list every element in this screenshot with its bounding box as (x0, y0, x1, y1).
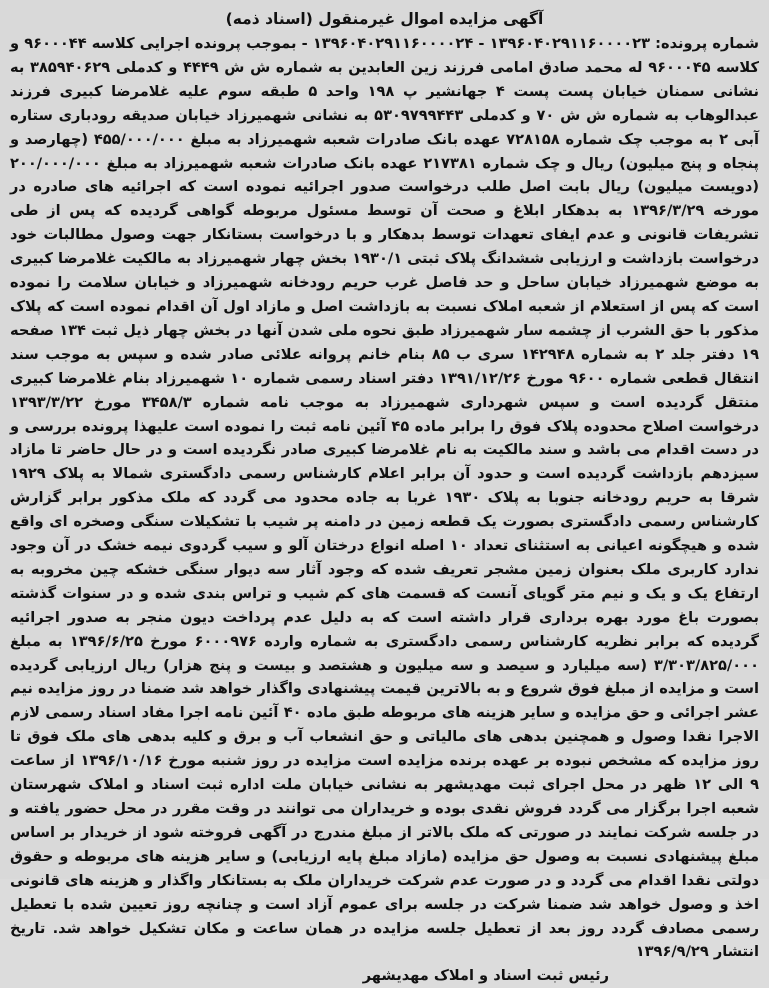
notice-title: آگهی مزایده اموال غیرمنقول (اسناد ذمه) (225, 10, 544, 28)
notice-signature: رئیس ثبت اسناد و املاک مهدیشهر (362, 967, 609, 985)
notice-body: شماره پرونده: ۱۳۹۶۰۴۰۲۹۱۱۶۰۰۰۰۲۳ - ۱۳۹۶۰۴۰۲۹۱۱۶۰۰۰۰۲۴ - بموجب پرونده اجرایی کلاسه ۹۶۰۰۰۴۴ و کلاسه ۹۶۰۰۰۴۵ له محمد صادق امامی فرزند زین العابدین به شماره ش ش ۴۴۴۹ و کدملی ۳۸۵۹۴۰۶۲۹ به نشانی سمنان خیابان پست پست ۴ جهانشیر پ ۱۹۸ واحد ۵ طبقه سوم علیه غلامرضا کبیری فرزند عبدالوهاب به شماره ش ش ۷۰ و کدملی ۵۳۰۹۷۹۹۴۴۳ به نشانی شهمیرزاد خیابان صدیقه رودباری ستاره آبی ۲ به موجب چک شماره ۷۲۸۱۵۸ عهده بانک صادرات شعبه شهمیرزاد به مبلغ ۴۵۵/۰۰۰/۰۰۰ (چهارصد و پنجاه و پنج میلیون) ریال و چک شماره ۲۱۷۳۸۱ عهده بانک صادرات شعبه شهمیرزاد به مبلغ ۲۰۰/۰۰۰/۰۰۰ (دویست میلیون) ریال بابت اصل طلب درخواست صدور اجرائیه نموده است که اجرائیه های صادره در مورخه ۱۳۹۶/۳/۲۹ به بدهکار ابلاغ و صحت آن توسط مسئول مربوطه گواهی گردیده که پس از طی تشریفات قانونی و عدم ایفای تعهدات توسط بدهکار و با درخواست بستانکار جهت وصول مطالبات خود درخواست بازداشت و ارزیابی ششدانگ پلاک ثبتی ۱۹۳۰/۱ بخش چهار شهمیرزاد به مالکیت غلامرضا کبیری به موضع شهمیرزاد خیابان ساحل و حد فاصل غرب حریم رودخانه شهمیرزاد و خیابان سلامت را نموده است که پس از استعلام از شعبه املاک نسبت به بازداشت اصل و مازاد اول آن اقدام نموده است که پلاک مذکور با حق الشرب از چشمه سار شهمیرزاد طبق نحوه ملی شدن آنها در بخش چهار ذیل ثبت ۱۳۴ صفحه ۱۹ دفتر جلد ۲ به شماره ۱۴۲۹۴۸ سری ب ۸۵ بنام خانم پروانه علائی صادر شده و سپس به موجب سند انتقال قطعی شماره ۹۶۰۰ مورخ ۱۳۹۱/۱۲/۲۶ دفتر اسناد رسمی شماره ۱۰ شهمیرزاد بنام غلامرضا کبیری منتقل گردیده است و سپس شهرداری شهمیرزاد به موجب نامه شماره ۳۴۵۸/۳ مورخ ۱۳۹۳/۳/۲۲ درخواست اصلاح محدوده پلاک فوق را برابر ماده ۴۵ آئین نامه ثبت را نموده است علیهذا پرونده بررسی و در دست اقدام می باشد و سند مالکیت به نام غلامرضا کبیری صادر نگردیده است و در حال حاضر تا مازاد سیزدهم بازداشت گردیده است و حدود آن برابر اعلام کارشناس رسمی دادگستری شمالا به پلاک ۱۹۲۹ شرقا به حریم رودخانه جنوبا به پلاک ۱۹۳۰ غربا به جاده محدود می گردد که ملک مذکور برابر گزارش کارشناس رسمی دادگستری بصورت یک قطعه زمین در دامنه پر شیب با تشکیلات سنگی وصخره ای واقع شده و هیچگونه اعیانی به استثنای تعداد ۱۰ اصله انواع درختان آلو و سیب گردوی نیمه خشک در آن وجود ندارد کاربری ملک بعنوان زمین مشجر تعریف شده که وجود آثار سه دیوار سنگی خشکه چین مخروبه به ارتفاع یک و یک و نیم متر گویای آنست که قسمت های کم شیب و تراس بندی شده و در سنوات گذشته بصورت باغ مورد بهره برداری قرار داشته است که به دلیل عدم پرداخت دیون منجر به صدور اجرائیه گردیده که برابر نظریه کارشناس رسمی دادگستری به شماره وارده ۶۰۰۰۹۷۶ مورخ ۱۳۹۶/۶/۲۵ به مبلغ ۳/۳۰۳/۸۲۵/۰۰۰ (سه میلیارد و سیصد و سه میلیون و هشتصد و بیست و پنج هزار) ریال ارزیابی گردیده است و مزایده از مبلغ فوق شروع و به بالاترین قیمت پیشنهادی واگذار خواهد شد ضمنا در روز مزایده نیم عشر اجرائی و حق مزایده و سایر هزینه های مربوطه طبق ماده ۴۰ آئین نامه اجرا مفاد اسناد رسمی لازم الاجرا نقدا وصول و همچنین بدهی های مالیاتی و حق انشعاب آب و برق و کلیه بدهی های ملک فوق تا روز مزایده که مشخص نبوده بر عهده برنده مزایده است مزایده در روز شنبه مورخ ۱۳۹۶/۱۰/۱۶ از ساعت ۹ الی ۱۲ ظهر در محل اجرای ثبت مهدیشهر به نشانی خیابان ملت اداره ثبت اسناد و املاک شهرستان شعبه اجرا برگزار می گردد فروش نقدی بوده و خریداران می توانند در وقت مقرر در محل حضور یافته و در جلسه شرکت نمایند در صورتی که ملک بالاتر از مبلغ مندرج در آگهی فروخته شود از خریدار بر اساس مبلغ پیشنهادی نسبت به وصول حق مزایده (مازاد مبلغ پایه ارزیابی) و سایر هزینه های مربوطه و حقوق دولتی نقدا اقدام می گردد و در صورت عدم شرکت خریداران ملک به بستانکار واگذار و هزینه های قانونی اخذ و وصول خواهد شد ضمنا شرکت در جلسه برای عموم آزاد است و چنانچه روز تعیین شده با تعطیل رسمی مصادف گردد روز بعد از تعطیل جلسه مزایده در همان ساعت و مکان تشکیل خواهد شد. تاریخ انتشار ۱۳۹۶/۹/۲۹ (10, 35, 760, 961)
